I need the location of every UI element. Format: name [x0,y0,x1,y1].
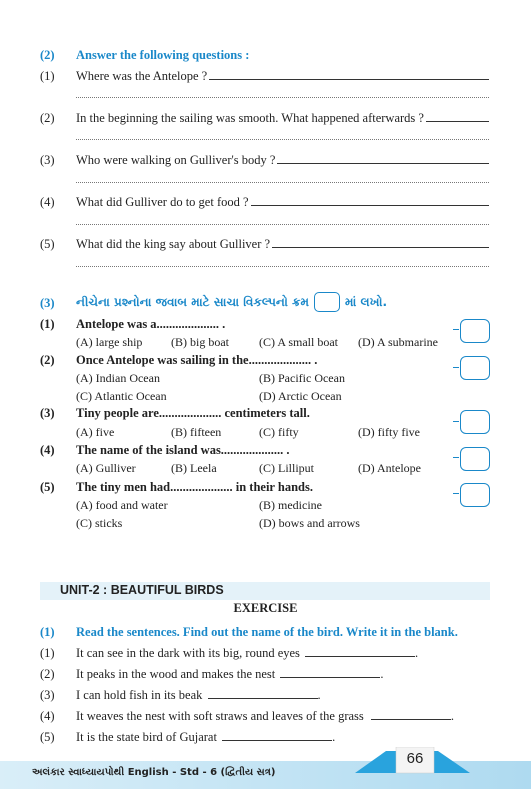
mcq-option[interactable]: (D) Arctic Ocean [259,389,342,403]
question-text: Where was the Antelope ? [76,69,208,83]
answer-blank[interactable] [208,688,318,699]
mcq-number: (4) [40,443,55,457]
mcq-option[interactable]: (B) big boat [171,335,229,349]
question-row [76,195,489,210]
mcq-option[interactable]: (C) Lilliput [259,461,314,475]
question-number: (4) [40,195,55,209]
question-number: (5) [40,237,55,251]
section-2-heading: Answer the following questions : [76,48,250,62]
mcq-number: (2) [40,353,55,367]
dash-mark [453,367,459,368]
sentence-end: . [450,709,455,723]
sentence-row [76,709,454,724]
sentence-number: (2) [40,667,55,681]
answer-blank[interactable] [426,111,489,122]
question-row [76,153,489,168]
mcq-question: Tiny people are.................... centimeters tall. [76,406,310,420]
sentence-row [76,646,418,661]
mcq-option[interactable]: (A) Gulliver [76,461,136,475]
question-number: (3) [40,153,55,167]
answer-box[interactable] [460,483,490,507]
mcq-option[interactable]: (B) medicine [259,498,322,512]
question-text: Who were walking on Gulliver's body ? [76,153,276,167]
mcq-question: Once Antelope was sailing in the.................... . [76,353,318,367]
unit-title: UNIT-2 : BEAUTIFUL BIRDS [60,583,224,597]
mcq-option[interactable]: (D) bows and arrows [259,516,360,530]
sentence-number: (4) [40,709,55,723]
mcq-option[interactable]: (C) Atlantic Ocean [76,389,167,403]
answer-blank[interactable] [222,730,332,741]
section-3-heading-suffix: માં લખો. [344,294,388,309]
sentence-row [76,688,321,703]
mcq-option[interactable]: (B) fifteen [171,425,222,439]
question-text: In the beginning the sailing was smooth. What happened afterwards ? [76,111,424,125]
mcq-question: The name of the island was.................... . [76,443,290,457]
sentence-end: . [380,667,384,681]
answer-line[interactable] [76,224,489,225]
page-number: 66 [406,750,424,767]
answer-blank[interactable] [280,667,380,678]
page-footer [0,747,531,795]
answer-box[interactable] [460,356,490,380]
sentence-number: (5) [40,730,55,744]
answer-blank[interactable] [272,237,489,248]
answer-blank[interactable] [277,153,489,164]
question-text: What did Gulliver do to get food ? [76,195,249,209]
mcq-option[interactable]: (B) Leela [171,461,217,475]
dash-mark [453,457,459,458]
sentence-text: It peaks in the wood and makes the nest [76,667,276,681]
exercise-number: (1) [40,625,55,639]
dash-mark [453,421,459,422]
question-text: What did the king say about Gulliver ? [76,237,271,251]
sentence-row [76,730,335,745]
question-row [76,69,489,84]
answer-blank[interactable] [305,646,415,657]
sentence-text: I can hold fish in its beak [76,688,203,702]
answer-line[interactable] [76,182,489,183]
question-number: (1) [40,69,55,83]
mcq-option[interactable]: (C) sticks [76,516,123,530]
mcq-option[interactable]: (D) Antelope [358,461,421,475]
answer-box[interactable] [460,319,490,343]
section-3-number: (3) [40,296,55,310]
sentence-text: It is the state bird of Gujarat [76,730,217,744]
answer-blank[interactable] [371,709,451,720]
sentence-end: . [317,688,321,702]
section-2-number: (2) [40,48,55,62]
section-3-heading-text: નીચેના પ્રશ્નોના જવાબ માટે સાચા વિકલ્પનો ક્રમ [76,294,309,309]
question-row [76,111,489,126]
mcq-number: (3) [40,406,55,420]
mcq-option[interactable]: (A) Indian Ocean [76,371,160,385]
mcq-option[interactable]: (C) fifty [259,425,299,439]
sentence-text: It can see in the dark with its big, round eyes [76,646,300,660]
mcq-option[interactable]: (C) A small boat [259,335,338,349]
answer-line[interactable] [76,266,489,267]
answer-box[interactable] [460,447,490,471]
mcq-question: Antelope was a.................... . [76,317,226,331]
sentence-end: . [332,730,336,744]
mcq-option[interactable]: (A) food and water [76,498,168,512]
mcq-option[interactable]: (A) five [76,425,115,439]
sentence-text: It weaves the nest with soft straws and leaves of the grass [76,709,364,723]
question-row [76,237,489,252]
exercise-title: EXERCISE [233,601,298,615]
answer-blank[interactable] [209,69,489,80]
dash-mark [453,493,459,494]
answer-box-sample [314,292,340,312]
mcq-option[interactable]: (D) fifty five [358,425,420,439]
sentence-number: (1) [40,646,55,660]
answer-box[interactable] [460,410,490,434]
answer-line[interactable] [76,97,489,98]
answer-blank[interactable] [251,195,489,206]
sentence-end: . [415,646,419,660]
mcq-option[interactable]: (D) A submarine [358,335,438,349]
sentence-row [76,667,384,682]
dash-mark [453,329,459,330]
section-3-heading [76,292,387,312]
question-number: (2) [40,111,55,125]
mcq-number: (1) [40,317,55,331]
mcq-number: (5) [40,480,55,494]
footer-book-title: અલંકાર સ્વાધ્યાયપોથી English - Std - 6 (દ્વિતીય સત્ર) [32,767,276,778]
mcq-option[interactable]: (A) large ship [76,335,143,349]
mcq-question: The tiny men had.................... in their hands. [76,480,313,494]
sentence-number: (3) [40,688,55,702]
mcq-option[interactable]: (B) Pacific Ocean [259,371,345,385]
answer-line[interactable] [76,139,489,140]
exercise-heading: Read the sentences. Find out the name of the bird. Write it in the blank. [76,625,458,639]
